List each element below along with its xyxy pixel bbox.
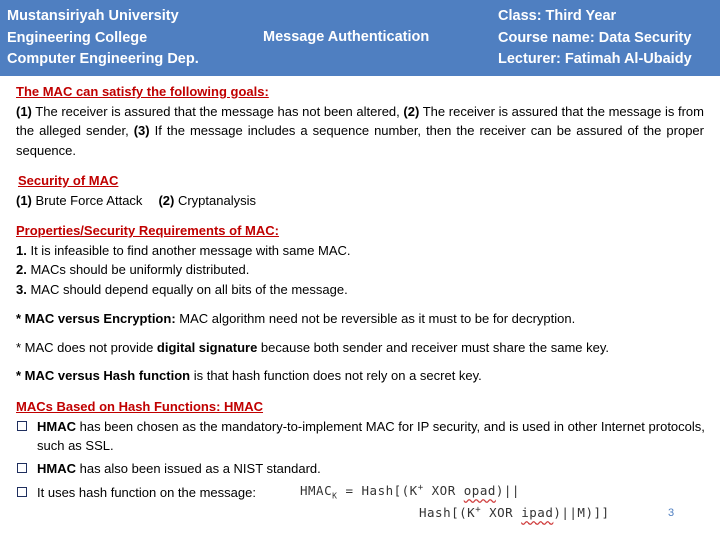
formula-part: HMAC: [300, 483, 333, 499]
course-label: Course name: Data Security: [498, 29, 692, 46]
lecturer-label: Lecturer: Fatimah Al-Ubaidy: [498, 51, 692, 67]
note-signature: [16, 338, 706, 358]
bullet-body: has also been issued as a NIST standard.: [76, 461, 321, 476]
requirement-item: [16, 280, 706, 300]
note-hash: [16, 366, 706, 386]
formula-part: = Hash[(K: [337, 483, 418, 499]
department-name: Computer Engineering Dep.: [7, 51, 199, 67]
bullet-text: [37, 459, 706, 479]
bullet-bold: HMAC: [37, 461, 76, 476]
requirements-heading: Properties/Security Requirements of MAC:: [16, 223, 279, 238]
security-text-1: Brute Force Attack: [31, 192, 143, 208]
requirement-text: It is infeasible to find another message with same MAC.: [26, 242, 351, 258]
formula-part: )||: [495, 483, 520, 499]
note-bold: * MAC versus Hash function: [16, 368, 191, 383]
formula-part: XOR: [423, 483, 464, 499]
requirement-text: MAC should depend equally on all bits of the message.: [26, 281, 348, 297]
requirements-section: [16, 221, 706, 299]
note-bold: * MAC versus Encryption:: [16, 311, 176, 326]
requirement-item: [16, 241, 706, 261]
formula-part: K: [332, 491, 338, 501]
college-name: Engineering College: [7, 29, 148, 46]
security-heading: Security of MAC: [18, 173, 119, 188]
requirement-item: [16, 260, 706, 280]
header-institution: [7, 6, 199, 71]
hmac-bullet: [16, 483, 296, 503]
requirement-text: MACs should be uniformly distributed.: [26, 262, 250, 277]
university-name: Mustansiriyah University: [7, 8, 179, 24]
security-items: [16, 191, 708, 211]
goals-paragraph: [16, 102, 704, 161]
hmac-heading: MACs Based on Hash Functions: HMAC: [16, 399, 264, 414]
goals-heading: The MAC can satisfy the following goals:: [16, 84, 269, 99]
formula-part: ipad: [521, 505, 554, 521]
goal-num-2: (2): [403, 103, 420, 119]
goal-text-2: The receiver is assured that the message is from the alleged sender,: [16, 103, 704, 138]
security-section: [18, 171, 708, 210]
requirement-num: 3.: [16, 281, 27, 297]
security-text-2: Cryptanalysis: [174, 192, 256, 208]
checkbox-bullet-icon: [17, 421, 27, 431]
formula-part: XOR: [481, 505, 522, 521]
security-num-1: (1): [16, 192, 32, 208]
class-label: Class: Third Year: [498, 8, 617, 24]
note-text: * MAC does not provide: [16, 340, 157, 355]
checkbox-bullet-icon: [17, 463, 27, 473]
bullet-text: [37, 417, 706, 456]
formula-part: Hash[(K: [419, 505, 476, 521]
note-text: because both sender and receiver must share the same key.: [257, 340, 609, 355]
note-text: is that hash function does not rely on a secret key.: [190, 368, 482, 383]
goal-num-1: (1): [16, 103, 32, 119]
goal-num-3: (3): [133, 123, 150, 138]
goal-text-3: If the message includes a sequence number, then the receiver can be assured of the proper sequence.: [16, 123, 704, 158]
requirement-num: 1.: [16, 242, 27, 258]
formula-part: +: [475, 505, 482, 515]
hmac-bullet: [16, 459, 706, 479]
requirement-num: 2.: [16, 262, 27, 277]
bullet-text: It uses hash function on the message:: [37, 485, 256, 500]
header-bar: [0, 0, 720, 76]
bullet-bold: HMAC: [37, 418, 76, 434]
note-encryption: [16, 309, 706, 329]
formula-part: )||M)]]: [553, 505, 610, 521]
note-bold: digital signature: [156, 340, 258, 355]
hmac-formula-line-2: [419, 505, 610, 520]
header-topic: Message Authentication: [263, 29, 430, 45]
header-course-info: [498, 6, 692, 71]
note-text: MAC algorithm need not be reversible as it must to be for decryption.: [175, 311, 576, 326]
hmac-bullet: [16, 417, 706, 456]
checkbox-bullet-icon: [17, 487, 27, 497]
hmac-formula-line-1: [300, 483, 520, 501]
bullet-body: has been chosen as the mandatory-to-implement MAC for IP security, and is used in other Internet protocols, such as SSL.: [37, 418, 705, 453]
security-num-2: (2): [158, 192, 175, 208]
formula-part: opad: [463, 483, 496, 499]
hmac-section: [16, 397, 706, 456]
goal-text-1: The receiver is assured that the message has not been altered,: [31, 103, 404, 119]
page-number: 3: [668, 507, 675, 519]
formula-part: +: [417, 483, 424, 493]
goals-section: [16, 82, 704, 160]
